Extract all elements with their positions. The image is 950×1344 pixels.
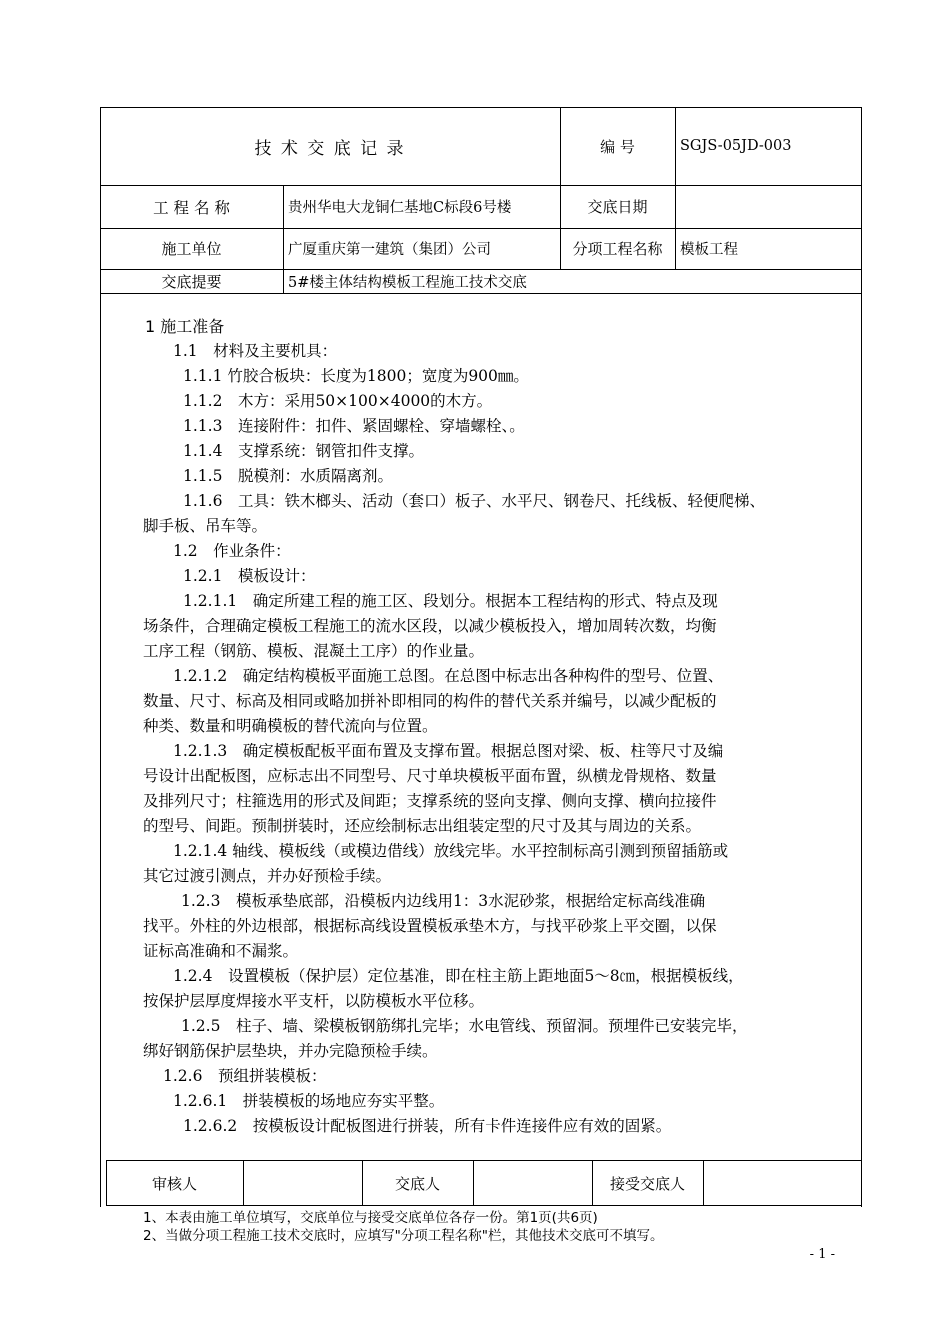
body-line: 1.2.1.4 轴线、模板线（或模边借线）放线完毕。水平控制标高引测到预留插筋或 [173, 842, 729, 860]
form-title: 技 术 交 底 记 录 [254, 138, 406, 159]
summary-label: 交底提要 [161, 272, 222, 291]
body-line: 1.1.2 木方：采用50×100×4000的木方。 [183, 392, 493, 410]
body-line: 工序工程（钢筋、模板、混凝土工序）的作业量。 [143, 642, 485, 660]
footnote-2: 2、当做分项工程施工技术交底时，应填写"分项工程名称"栏，其他技术交底可不填写。 [143, 1228, 664, 1244]
body-line: 1.2.1.1 确定所建工程的施工区、段划分。根据本工程结构的形式、特点及现 [183, 592, 718, 610]
body-line: 1.1 材料及主要机具： [173, 342, 338, 360]
discloser-label: 交底人 [394, 1174, 440, 1193]
frame-right-border [861, 107, 862, 1207]
body-line: 1.2.1.2 确定结构模板平面施工总图。在总图中标志出各种构件的型号、位置、 [173, 667, 724, 685]
construction-unit-value: 广厦重庆第一建筑（集团）公司 [288, 242, 491, 258]
col-divider [675, 107, 676, 269]
body-line: 及排列尺寸；柱箍选用的形式及间距；支撑系统的竖向支撑、侧向支撑、横向拉接件 [143, 792, 717, 810]
body-line: 1.2.1.3 确定模板配板平面布置及支撑布置。根据总图对梁、板、柱等尺寸及编 [173, 742, 724, 760]
body-line: 1.2.6.2 按模板设计配板图进行拼装，所有卡件连接件应有效的固紧。 [183, 1117, 672, 1135]
body-line: 号设计出配板图，应标志出不同型号、尺寸单块模板平面布置，纵横龙骨规格、数量 [143, 767, 717, 785]
body-line: 1.2.6 预组拼装模板： [163, 1067, 327, 1085]
construction-unit-label: 施工单位 [161, 240, 222, 258]
page-number: - 1 - [809, 1247, 835, 1262]
col-divider [283, 185, 284, 293]
summary-value: 5#楼主体结构模板工程施工技术交底 [288, 274, 527, 291]
body-line: 数量、尺寸、标高及相同或略加拼补即相同的构件的替代关系并编号，以减少配板的 [143, 692, 717, 710]
body-line: 1.1.5 脱模剂：水质隔离剂。 [183, 467, 393, 485]
row-divider [100, 293, 862, 294]
receiver-label: 接受交底人 [609, 1174, 685, 1193]
body-line: 1.1.4 支撑系统：钢管扣件支撑。 [183, 442, 424, 460]
body-line: 1.1.3 连接附件：扣件、紧固螺栓、穿墙螺栓、。 [183, 417, 525, 435]
subproject-name-value: 模板工程 [680, 242, 738, 258]
body-line: 1.2.5 柱子、墙、梁模板钢筋绑扎完毕；水电管线、预留洞。预埋件已安装完毕， [181, 1017, 748, 1035]
reviewer-label: 审核人 [151, 1174, 197, 1193]
code-value: SGJS-05JD-003 [680, 138, 792, 154]
body-line: 1.1.6 工具：铁木榔头、活动（套口）板子、水平尺、钢卷尺、托线板、轻便爬梯、 [183, 492, 765, 510]
body-line: 1.2.6.1 拼装模板的场地应夯实平整。 [173, 1092, 445, 1110]
body-line: 证标高准确和不漏浆。 [143, 942, 299, 960]
footnote-1: 1、本表由施工单位填写，交底单位与接受交底单位各存一份。第1页(共6页) [143, 1210, 598, 1226]
body-line: 其它过渡引测点，并办好预检手续。 [143, 867, 392, 885]
code-label: 编 号 [600, 137, 635, 156]
body-line: 场条件，合理确定模板工程施工的流水区段，以减少模板投入，增加周转次数，均衡 [143, 617, 717, 635]
section-heading: 1 施工准备 [145, 317, 225, 336]
body-line: 脚手板、吊车等。 [143, 517, 268, 535]
body-line: 找平。外柱的外边根部，根据标高线设置模板承垫木方，与找平砂浆上平交圈，以保 [143, 917, 717, 935]
body-line: 1.2 作业条件： [173, 542, 291, 560]
disclosure-date-value [680, 185, 860, 228]
body-line: 1.2.4 设置模板（保护层）定位基准，即在柱主筋上距地面5～8㎝，根据模板线， [173, 967, 744, 985]
reviewer-value [243, 1160, 362, 1206]
body-line: 的型号、间距。预制拼装时，还应绘制标志出组装定型的尺寸及其与周边的关系。 [143, 817, 702, 835]
disclosure-body [143, 314, 838, 1139]
subproject-name-label: 分项工程名称 [572, 240, 663, 258]
disclosure-date-label: 交底日期 [587, 198, 648, 216]
project-name-label: 工 程 名 称 [153, 198, 230, 217]
receiver-value [703, 1160, 861, 1206]
project-name-value: 贵州华电大龙铜仁基地C标段6号楼 [288, 200, 512, 216]
body-line: 1.2.3 模板承垫底部，沿模板内边线用1：3水泥砂浆，根据给定标高线准确 [181, 892, 706, 910]
body-line: 种类、数量和明确模板的替代流向与位置。 [143, 717, 438, 735]
body-line: 按保护层厚度焊接水平支杆，以防模板水平位移。 [143, 992, 485, 1010]
discloser-value [473, 1160, 592, 1206]
body-line: 1.2.1 模板设计： [183, 567, 316, 585]
body-line: 1.1.1 竹胶合板块：长度为1800；宽度为900㎜。 [183, 367, 529, 385]
signoff-table [106, 1160, 862, 1206]
signoff-col-divider [861, 1160, 862, 1206]
body-line: 绑好钢筋保护层垫块，并办完隐预检手续。 [143, 1042, 438, 1060]
